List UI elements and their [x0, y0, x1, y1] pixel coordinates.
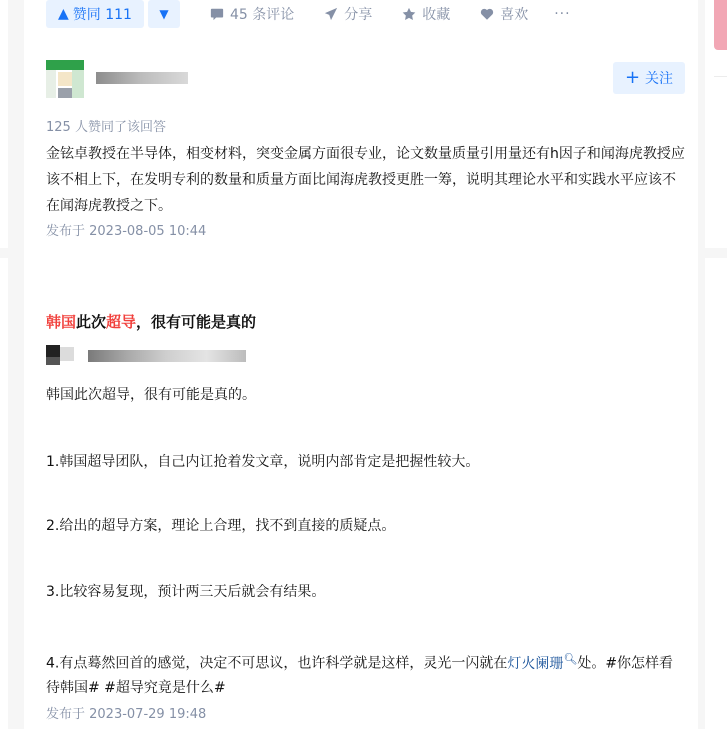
- comment-button[interactable]: [210, 4, 294, 24]
- sidebar-banner[interactable]: [714, 0, 727, 50]
- search-link[interactable]: [507, 652, 578, 672]
- avatar[interactable]: [46, 345, 74, 365]
- answer-content: 金铉卓教授在半导体，相变材料，突变金属方面很专业，论文数量质量引用量还有h因子和闻海虎教授应该不相上下，在发明专利的数量和质量方面比闻海虎教授更胜一筹，说明其理论水平和实践水平应该不在闻海虎教授之下。: [46, 146, 685, 214]
- paragraph: 3.比较容易复现，预计两三天后就会有结果。: [46, 584, 326, 600]
- like-label: 喜欢: [500, 7, 529, 23]
- publish-time[interactable]: 发布于 2023-08-05 10:44: [46, 224, 207, 239]
- paragraph: 1.韩国超导团队，自己内讧抢着发文章，说明内部肯定是把握性较大。: [46, 454, 480, 470]
- more-button[interactable]: ···: [554, 6, 571, 22]
- title-highlight: 超导: [106, 313, 137, 331]
- favorite-button[interactable]: [402, 4, 450, 24]
- right-sidebar: [705, 258, 727, 729]
- avatar[interactable]: [46, 60, 84, 98]
- share-button[interactable]: [324, 4, 372, 24]
- triangle-down-icon: ▼: [159, 7, 169, 21]
- title-highlight: 韩国: [46, 313, 77, 331]
- title-text: ，很有可能是真的: [136, 313, 257, 331]
- link-text: 灯火阑珊: [507, 655, 564, 672]
- publish-time[interactable]: 发布于 2023-07-29 19:48: [46, 707, 207, 722]
- paragraph: [46, 647, 686, 700]
- comment-label: 45 条评论: [229, 7, 295, 23]
- vote-down-button[interactable]: [148, 0, 180, 28]
- paragraph-text: 4.有点蓦然回首的感觉，决定不可思议，也许科学就是这样，灵光一闪就在: [46, 655, 508, 672]
- author-name[interactable]: [96, 72, 188, 84]
- author-name[interactable]: [88, 350, 246, 362]
- paragraph: 韩国此次超导，很有可能是真的。: [46, 387, 256, 403]
- favorite-label: 收藏: [422, 7, 451, 23]
- divider: [714, 76, 727, 77]
- follow-button[interactable]: [613, 62, 685, 94]
- vote-up-button[interactable]: [46, 0, 144, 28]
- answer-action-bar: [46, 0, 571, 28]
- heart-icon: [480, 7, 494, 21]
- left-gutter: [0, 258, 8, 729]
- plus-icon: +: [624, 67, 641, 88]
- question-title[interactable]: [46, 311, 256, 332]
- follow-label: 关注: [645, 71, 674, 87]
- paragraph-text: 处。#你怎样看待韩国# #超导究竟是什么#: [46, 655, 674, 696]
- paragraph: 2.给出的超导方案，理论上合理，找不到直接的质疑点。: [46, 518, 396, 534]
- vote-up-label: 赞同 111: [72, 7, 132, 23]
- like-button[interactable]: [480, 4, 528, 24]
- title-text: 此次: [76, 313, 107, 331]
- search-icon: 🔍︎: [563, 652, 578, 665]
- agree-count: 125 人赞同了该回答: [46, 120, 166, 135]
- comment-icon: [210, 7, 224, 21]
- left-gutter: [0, 0, 8, 248]
- share-label: 分享: [344, 7, 373, 23]
- share-icon: [324, 7, 338, 21]
- triangle-up-icon: ▲: [58, 6, 69, 22]
- star-icon: [402, 7, 416, 21]
